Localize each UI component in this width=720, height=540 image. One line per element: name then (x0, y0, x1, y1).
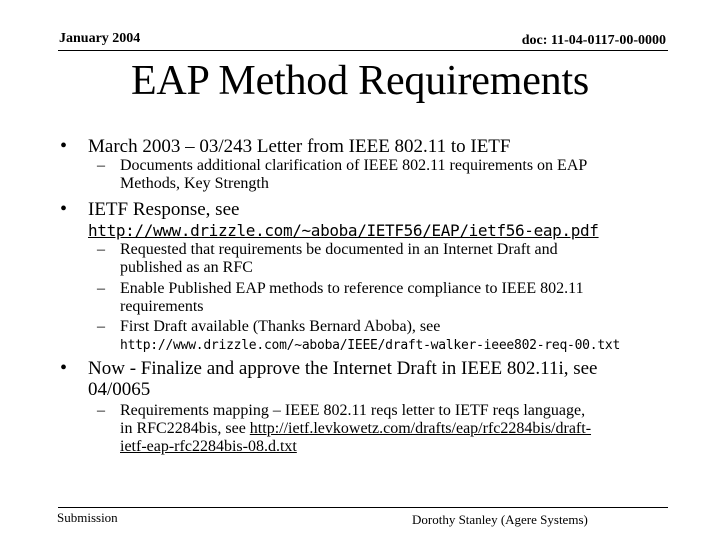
header-date: January 2004 (59, 31, 141, 46)
header-doc-id: doc: 11-04-0117-00-0000 (521, 33, 666, 48)
bullet-marker: • (60, 135, 68, 157)
bullet-2-sub-1: Requested that requirements be documented in an Internet Draft and published as an RFC (120, 241, 558, 276)
rfc2284bis-link-continued[interactable]: ietf-eap-rfc2284bis-08.d.txt (120, 438, 297, 455)
draft-walker-url[interactable]: http://www.drizzle.com/~aboba/IEEE/draft-walker-ieee802-req-00.txt (120, 338, 621, 353)
bullet-marker: • (60, 357, 68, 379)
header-rule (58, 50, 668, 51)
bullet-marker: • (60, 198, 68, 220)
bullet-1-sub-1: Documents additional clarification of IEEE 802.11 requirements on EAP Methods, Key Strength (120, 157, 588, 192)
sub-bullet-marker: – (97, 318, 105, 335)
sub-bullet-marker: – (97, 402, 105, 419)
sub-bullet-marker: – (97, 280, 105, 297)
footer-rule (58, 507, 668, 508)
ietf56-eap-link[interactable]: http://www.drizzle.com/~aboba/IETF56/EAP/ietf56-eap.pdf (88, 221, 599, 240)
bullet-1-text: March 2003 – 03/243 Letter from IEEE 802.11 to IETF (88, 136, 511, 157)
bullet-2-sub-3: First Draft available (Thanks Bernard Aboba), see http://www.drizzle.com/~aboba/IEEE/draft-walker-ieee802-req-00.txt (120, 318, 621, 353)
footer-left: Submission (57, 510, 118, 525)
bullet-2-text: IETF Response, see http://www.drizzle.com/~aboba/IETF56/EAP/ietf56-eap.pdf (88, 199, 599, 240)
sub-bullet-marker: – (97, 157, 105, 174)
footer-right: Dorothy Stanley (Agere Systems) (412, 512, 588, 527)
rfc2284bis-link[interactable]: http://ietf.levkowetz.com/drafts/eap/rfc2284bis/draft- (249, 420, 592, 437)
bullet-3-sub-1: Requirements mapping – IEEE 802.11 reqs letter to IETF reqs language, in RFC2284bis, see http://ietf.levkowetz.com/drafts/eap/rfc2284bis/draft- ietf-eap-rfc2284bis-08.d.txt (120, 402, 592, 455)
sub-bullet-marker: – (97, 241, 105, 258)
bullet-3-text: Now - Finalize and approve the Internet Draft in IEEE 802.11i, see 04/0065 (88, 358, 598, 400)
slide-title: EAP Method Requirements (130, 58, 590, 104)
bullet-2-sub-2: Enable Published EAP methods to reference compliance to IEEE 802.11 requirements (120, 280, 584, 315)
